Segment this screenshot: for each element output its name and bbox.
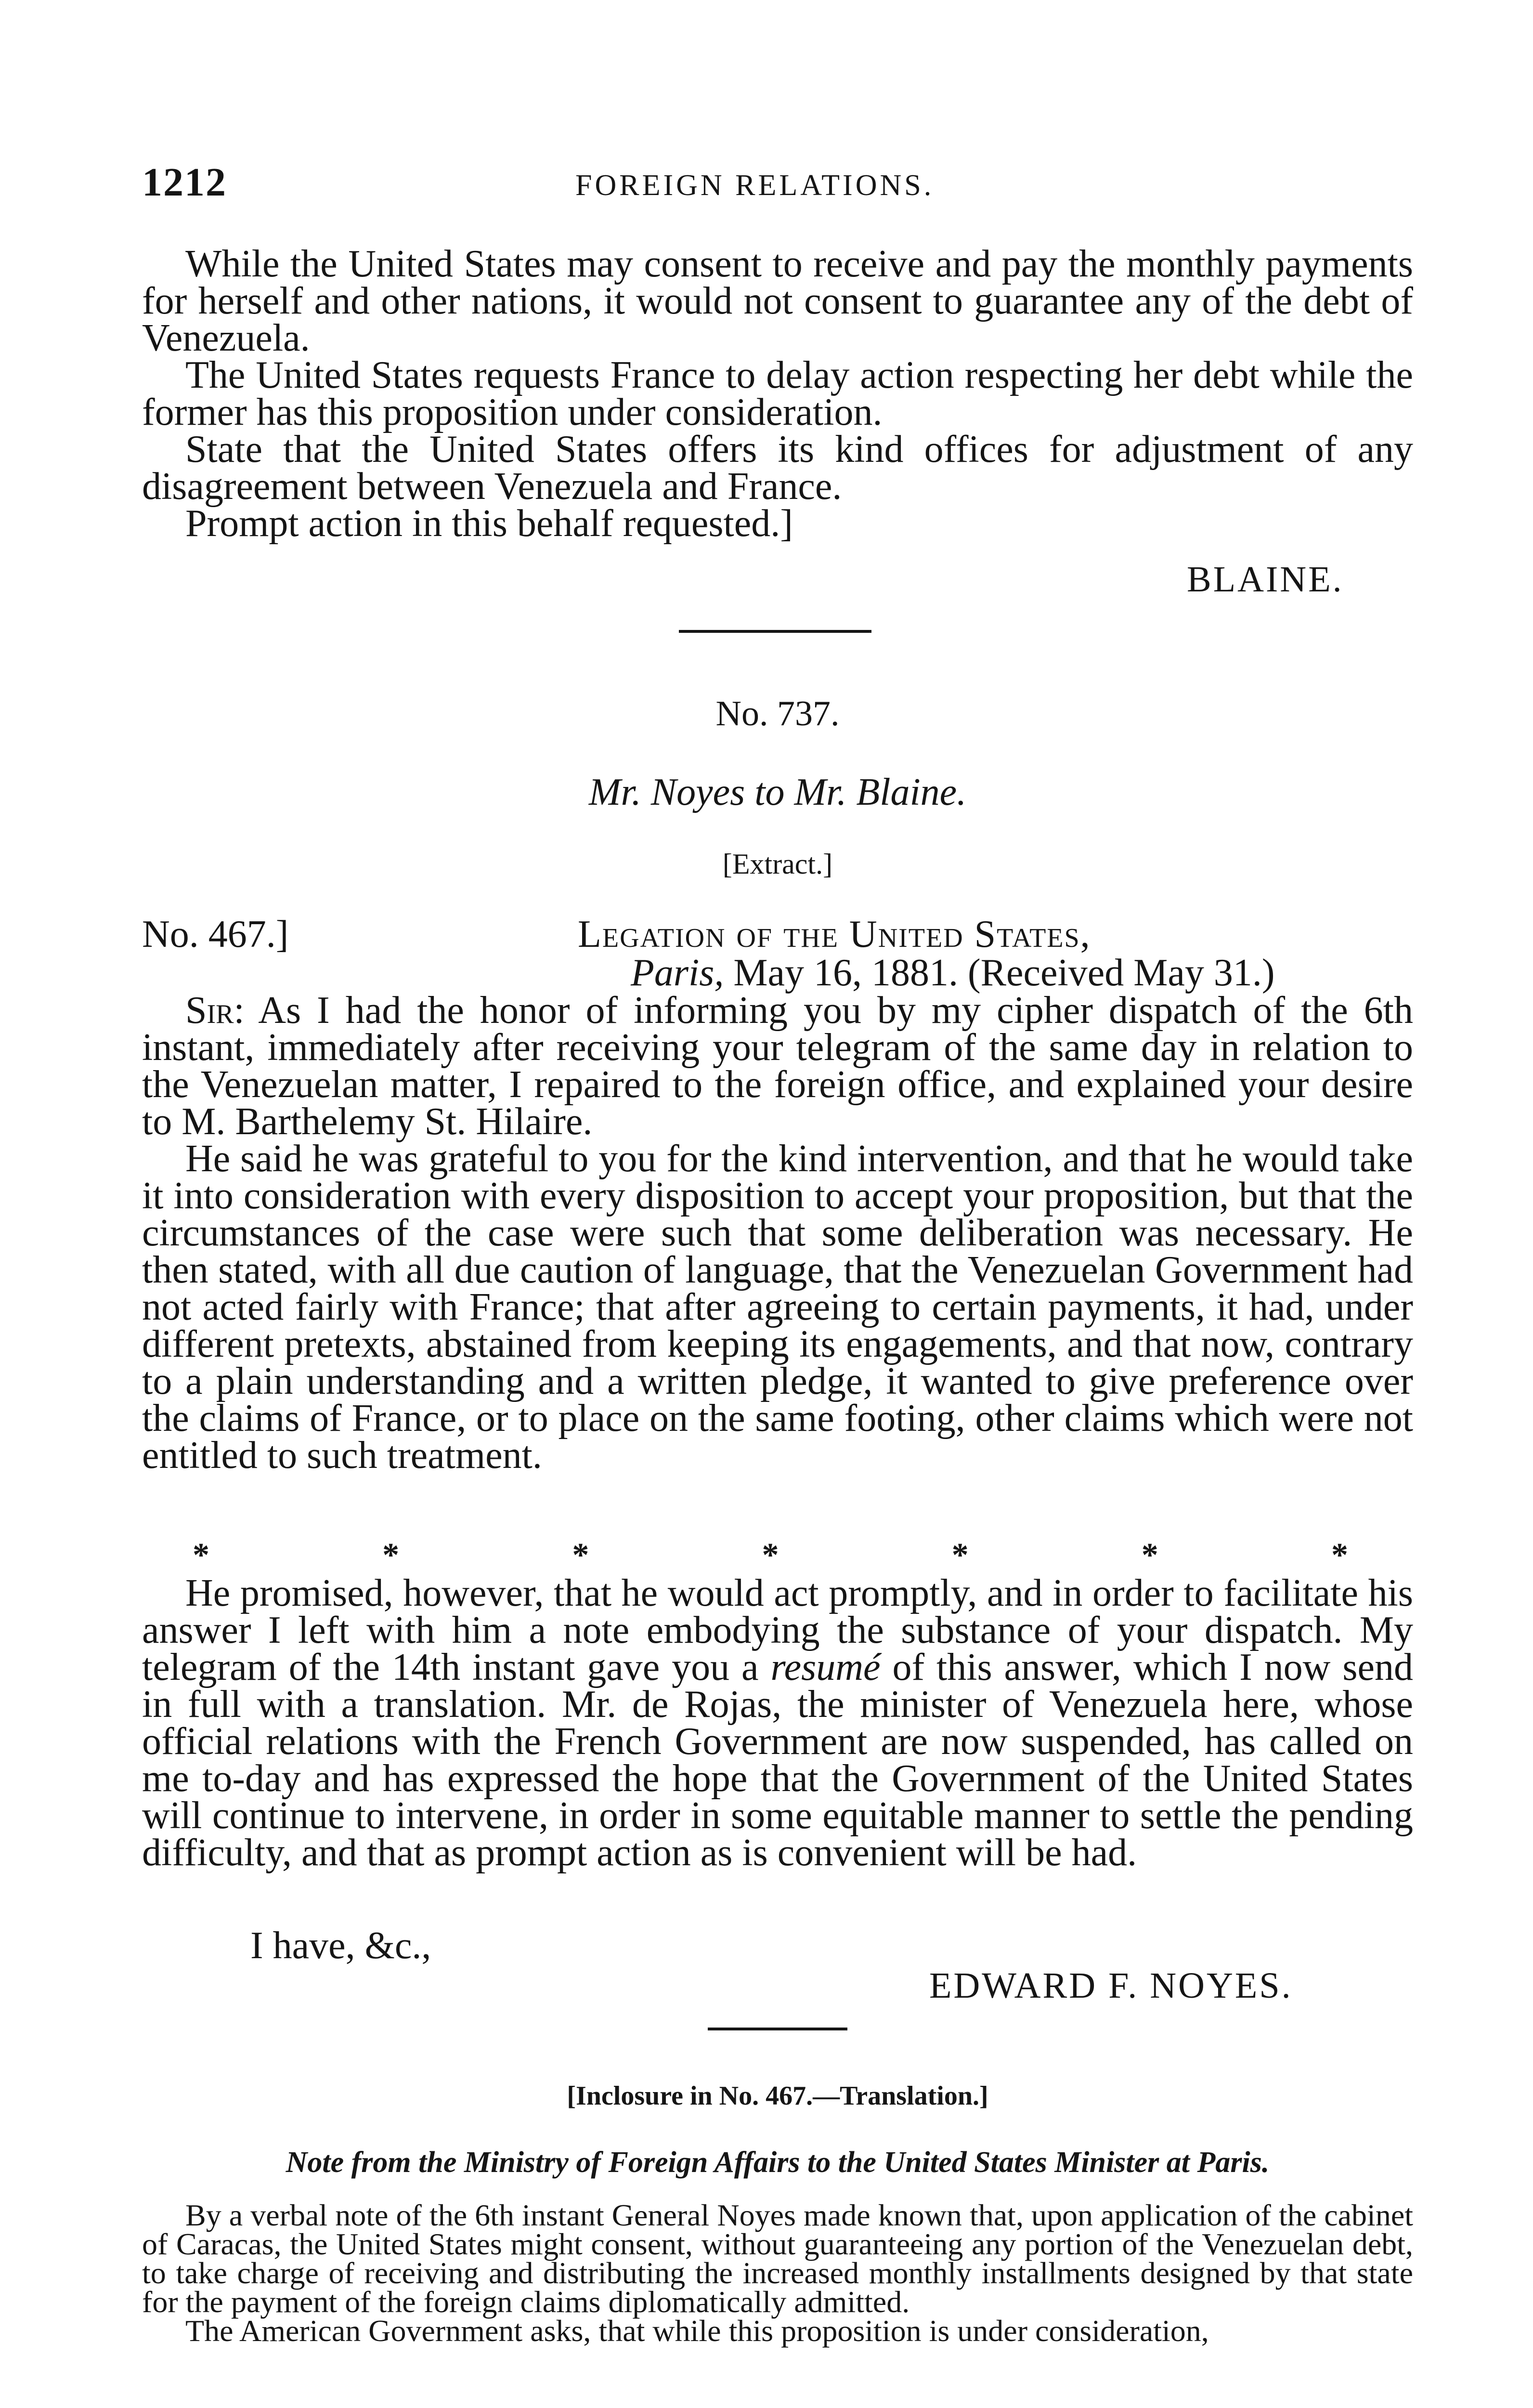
despatch-number: No. 467.]	[142, 913, 289, 955]
star: *	[1331, 1537, 1348, 1574]
page-header	[142, 159, 1413, 212]
letter-body	[142, 989, 1413, 1477]
letter-body-continued	[142, 1572, 1413, 1874]
star: *	[572, 1537, 589, 1574]
document-number: No. 737.	[715, 694, 840, 733]
paragraph: The United States requests France to delay action respecting her debt while the former has this proposition under consideration.	[142, 354, 1413, 433]
italic-word: resumé	[770, 1646, 881, 1688]
paragraph: State that the United States offers its kind offices for adjustment of any disagreement between Venezuela and France.	[142, 428, 1413, 508]
star: *	[1141, 1537, 1158, 1574]
previous-document-text	[142, 243, 1413, 545]
extract-note: [Extract.]	[722, 848, 833, 880]
star: *	[762, 1537, 779, 1574]
section-divider	[708, 2028, 847, 2030]
signature-noyes: EDWARD F. NOYES.	[929, 1965, 1293, 2006]
dateline-place: Paris,	[631, 952, 724, 994]
dateline-received: (Received May 31.)	[968, 952, 1275, 994]
star: *	[382, 1537, 400, 1574]
paragraph: The American Government asks, that while this proposition is under consideration,	[185, 2314, 1209, 2348]
document-title: Mr. Noyes to Mr. Blaine.	[588, 771, 967, 813]
ellipsis-stars	[193, 1536, 1348, 1575]
star: *	[951, 1537, 969, 1574]
section-divider	[679, 630, 871, 633]
paragraph	[142, 989, 1413, 1143]
page-number: 1212	[142, 160, 227, 205]
inclosure-text	[142, 2198, 1413, 2348]
paragraph: He promised, however, that he would act promptly, and in order to facilitate his answer I left with him a note embodying the substance of your dispatch. My telegram of the 14th instant gave you a resumé of this answer, which I now send in full with a translation. Mr. de Rojas, the minister of Venezuela here, whose official relations with the French Government are now suspended, has called on me to-day and has expressed the hope that the Government of the United States will continue to intervene, in order in some equitable manner to settle the pending difficulty, and that as prompt action as is convenient will be had.	[142, 1572, 1413, 1874]
dateline	[631, 951, 1275, 995]
paragraph: By a verbal note of the 6th instant General Noyes made known that, upon application of the cabinet of Caracas, the United States might consent, without guaranteeing any portion of the Venezuelan debt, to take charge of receiving and distributing the increased monthly installments designed by that state for the payment of the foreign claims diplomatically admitted.	[142, 2198, 1413, 2319]
paragraph: He said he was grateful to you for the kind intervention, and that he would take it into consideration with every disposition to accept your proposition, but that the circumstances of the case were such that some deliberation was necessary. He then stated, with all due caution of language, that the Venezuelan Government had not acted fairly with France; that after agreeing to certain payments, it had, under different pretexts, abstained from keeping its engagements, and that now, contrary to a plain understanding and a written pledge, it wanted to give preference over the claims of France, or to place on the same footing, other claims which were not entitled to such treatment.	[142, 1138, 1413, 1477]
paragraph: While the United States may consent to receive and pay the monthly payments for herself and other nations, it would not consent to guarantee any of the debt of Venezuela.	[142, 243, 1413, 359]
paragraph: Prompt action in this behalf requested.]	[185, 502, 793, 545]
salutation: Sir:	[185, 989, 245, 1032]
closing: I have, &c.,	[250, 1924, 431, 1967]
legation-heading: Legation of the United States,	[578, 913, 1091, 955]
inclosure-heading: [Inclosure in No. 467.—Translation.]	[567, 2081, 988, 2111]
dateline-date: May 16, 1881.	[733, 952, 958, 994]
paragraph-text: As I had the honor of informing you by my cipher dispatch of the 6th instant, immediately after receiving your telegram of the same day in relation to the Venezuelan matter, I repaired to the foreign office, and explained your desire to M. Barthelemy St. Hilaire.	[142, 989, 1413, 1143]
inclosure-title: Note from the Ministry of Foreign Affairs to the United States Minister at Paris.	[286, 2146, 1270, 2179]
signature-blaine: BLAINE.	[1187, 559, 1344, 600]
star: *	[193, 1537, 209, 1574]
running-head: FOREIGN RELATIONS.	[575, 169, 935, 202]
